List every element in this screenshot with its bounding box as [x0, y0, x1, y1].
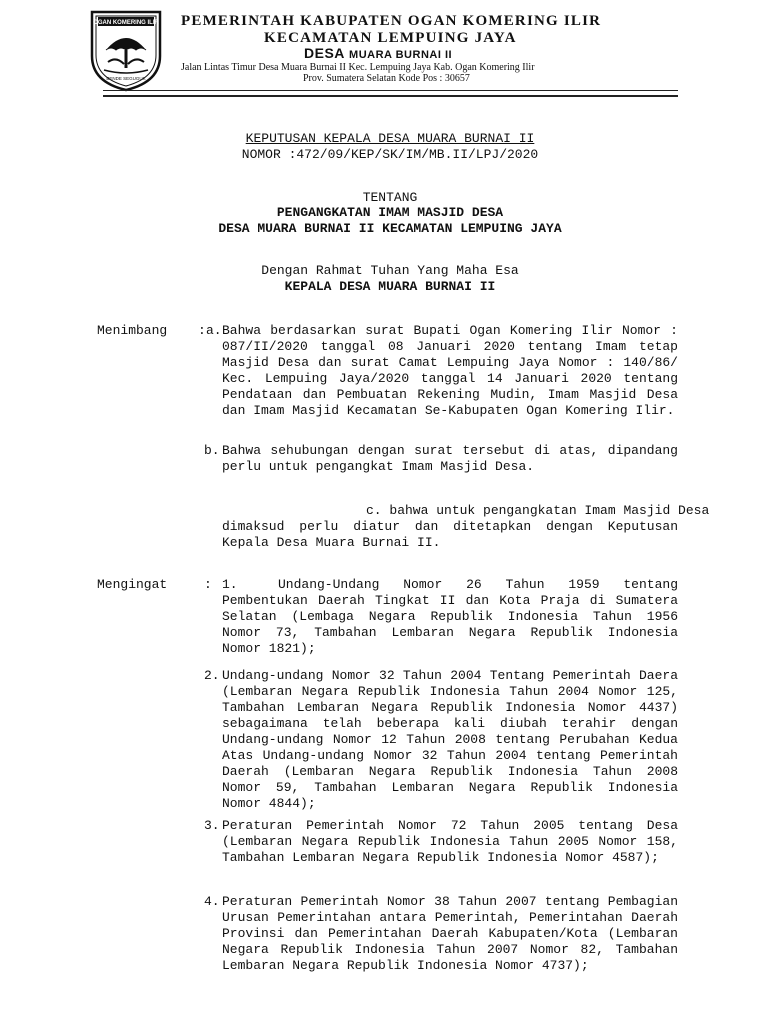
mengingat-item-4-text: Peraturan Pemerintah Nomor 38 Tahun 2007 tentang Pembagian Urusan Pemerintahan antara Pemerintah, Pemerintahan Daerah Provinsi dan Pemerintahan Daerah Kabupaten/Kota (Lembaran Negara Republik Indonesia Tahun 2007 Nomor 82, Tambahan Lembaran Negara Republik Indonesia Nomor 4737); — [222, 894, 678, 973]
decree-number: NOMOR :472/09/KEP/SK/IM/MB.II/LPJ/2020 — [241, 147, 539, 162]
menimbang-label: Menimbang — [97, 323, 168, 338]
letterhead-rule-bottom — [103, 95, 678, 97]
decree-subject-line-2: DESA MUARA BURNAI II KECAMATAN LEMPUING JAYA — [218, 221, 562, 236]
mengingat-item-2-marker: 2. — [204, 668, 220, 683]
mengingat-item-3-text: Peraturan Pemerintah Nomor 72 Tahun 2005 tentang Desa (Lembaran Negara Republik Indonesia Tahun 2005 Nomor 158, Tambahan Lembaran Negara Republik Indonesia Nomor 4587); — [222, 818, 678, 865]
decree-subject-line-1: PENGANGKATAN IMAM MASJID DESA — [276, 205, 504, 220]
mengingat-item-2-text: Undang-undang Nomor 32 Tahun 2004 Tentang Pemerintah Daera (Lembaran Negara Republik Indonesia Tahun 2004 Nomor 125, Tambahan Lembaran Negara Republik Indonesia Nomor 4437) sebagaimana telah beberapa kali diubah terahir dengan Undang-undang Nomor 12 Tahun 2008 tentang Perubahan Kedua Atas Undang-undang Nomor 32 Tahun 2004 tentang Pemerintah Daerah (Lembaran Negara Republik Indonesia Tahun 2008 Nomor 59, Tambahan Lembaran Negara Republik Indonesia Nomor 4844); — [222, 668, 678, 811]
grace-phrase: Dengan Rahmat Tuhan Yang Maha Esa — [261, 263, 519, 278]
menimbang-a-text: Bahwa berdasarkan surat Bupati Ogan Komering Ilir Nomor : 087/II/2020 tanggal 08 Januari 2020 tentang Imam tetap Masjid Desa dan surat Camat Lempuing Jaya Nomor : 140/86/ Kec. Lempuing Jaya/2020 tanggal 14 Januari 2020 tentang Pendataan dan Pembuatan Rekening Mudin, Imam Masjid Desa dan Imam Masjid Kecamatan Se-Kabupaten Ogan Komering Ilir. — [222, 323, 678, 418]
decree-issuer: KEPALA DESA MUARA BURNAI II — [284, 279, 496, 294]
mengingat-colon: : — [204, 577, 212, 592]
letterhead-address: Jalan Lintas Timur Desa Muara Burnai II Kec. Lempuing Jaya Kab. Ogan Komering Ilir — [181, 62, 535, 73]
letterhead-province-postcode: Prov. Sumatera Selatan Kode Pos : 30657 — [303, 73, 470, 84]
menimbang-b-marker: b. — [204, 443, 220, 458]
letterhead-rule-top — [103, 90, 678, 91]
menimbang-c-first-line: c. bahwa untuk pengangkatan Imam Masjid Desa — [366, 503, 710, 518]
mengingat-item-1-text: Undang-Undang Nomor 26 Tahun 1959 tentang Pembentukan Daerah Tingkat II dan Kota Praja di Sumatera Selatan (Lembaga Negara Republik Indonesia Tahun 1956 Nomor 73, Tambahan Lembaran Negara Republik Indonesia Nomor 1821); — [222, 577, 678, 656]
menimbang-colon: : — [198, 323, 206, 338]
letterhead-government-line: PEMERINTAH KABUPATEN OGAN KOMERING ILIR — [181, 13, 602, 29]
decree-about-label: TENTANG — [362, 190, 418, 205]
letterhead-district-line: KECAMATAN LEMPUING JAYA — [264, 30, 517, 46]
menimbang-c-text: dimaksud perlu diatur dan ditetapkan dengan Keputusan Kepala Desa Muara Burnai II. — [222, 519, 678, 550]
menimbang-a-marker: a. — [206, 323, 222, 338]
letterhead-desa-name: MUARA BURNAI II — [349, 49, 453, 61]
mengingat-label: Mengingat — [97, 577, 168, 592]
mengingat-item-1-marker: 1. — [222, 577, 238, 592]
logo-top-text: OGAN KOMERING ILIR — [93, 20, 159, 26]
mengingat-item-3-marker: 3. — [204, 818, 220, 833]
letterhead-desa-word: DESA — [304, 45, 345, 61]
letterhead-village-line — [304, 45, 452, 61]
regency-emblem-logo — [86, 6, 166, 92]
menimbang-b-text: Bahwa sehubungan dengan surat tersebut di atas, dipandang perlu untuk pengangkat Imam Masjid Desa. — [222, 443, 678, 474]
logo-bottom-text: BENDE SEGUGUK — [106, 76, 146, 81]
mengingat-item-4-marker: 4. — [204, 894, 220, 909]
decree-title: KEPUTUSAN KEPALA DESA MUARA BURNAI II — [245, 131, 535, 146]
